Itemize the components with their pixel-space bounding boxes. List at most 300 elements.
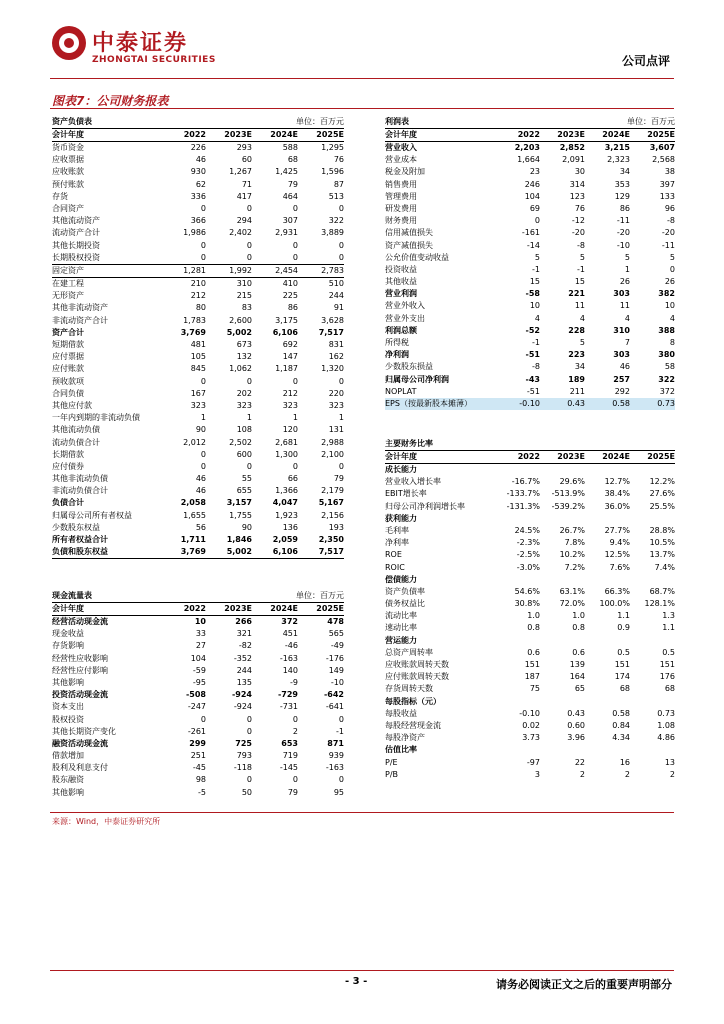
row-label: 投资收益 (385, 264, 417, 274)
row-value: 244 (328, 291, 344, 301)
row-value: 0 (246, 203, 252, 213)
row-value: 0 (292, 240, 298, 250)
source-divider (50, 812, 674, 813)
table-row (385, 166, 675, 178)
row-value: 314 (569, 179, 585, 189)
row-value: 80 (195, 303, 206, 313)
row-value: 1,267 (229, 167, 252, 177)
row-value: 4 (579, 313, 585, 323)
row-value: 60 (241, 155, 252, 165)
row-value: 7.4% (654, 562, 675, 572)
document-type: 公司点评 (621, 54, 670, 68)
row-label: 股权投资 (52, 714, 84, 724)
row-value: -97 (526, 757, 540, 767)
row-value: 2 (579, 769, 585, 779)
row-value: 11 (619, 301, 630, 311)
row-value: 366 (190, 216, 206, 226)
row-value: 323 (236, 400, 252, 410)
row-value: -5 (198, 787, 206, 797)
row-value: 27 (195, 641, 206, 651)
row-value: -8 (532, 362, 540, 372)
row-label: 归属母公司净利润 (385, 374, 449, 384)
income-statement-table (385, 116, 675, 410)
table-row (385, 598, 675, 610)
row-value: 2,156 (321, 510, 344, 520)
row-value: 4.86 (657, 733, 675, 743)
table-row (52, 166, 344, 178)
table-row (385, 252, 675, 264)
row-value: 930 (190, 167, 206, 177)
row-value: 25.5% (649, 501, 675, 511)
row-value: 8 (669, 338, 675, 347)
row-value: 2,454 (275, 265, 298, 275)
row-value: 65 (574, 684, 585, 694)
row-value: 7.8% (564, 538, 585, 548)
table-body (385, 464, 675, 781)
row-label: 负债和股东权益 (52, 547, 108, 557)
row-value: 3,769 (180, 547, 206, 557)
table-row (52, 689, 344, 701)
row-value: -2.3% (516, 538, 540, 548)
row-value: 149 (328, 665, 344, 675)
table-row (52, 302, 344, 314)
row-label: 存货 (52, 191, 68, 201)
table-header-row (385, 451, 675, 464)
table-row (52, 762, 344, 774)
row-value: 7,517 (318, 327, 344, 337)
row-value: -14 (526, 240, 540, 250)
table-row (52, 412, 344, 424)
table-row (52, 252, 344, 265)
row-value: 75 (529, 684, 540, 694)
table-row (52, 227, 344, 239)
table-row (385, 203, 675, 215)
row-label: 长期股权投资 (52, 252, 100, 262)
row-label: ROIC (385, 562, 405, 572)
row-value: 147 (282, 352, 298, 362)
row-value: 100.0% (599, 599, 630, 609)
row-label: 净利率 (385, 538, 409, 548)
row-label: 归属母公司所有者权益 (52, 510, 132, 520)
row-value: 187 (524, 672, 540, 682)
row-value: 228 (568, 325, 585, 335)
row-value: 174 (614, 672, 630, 682)
row-label: 研发费用 (385, 203, 417, 213)
row-value: 4 (669, 313, 675, 323)
row-value: 2,988 (321, 437, 344, 447)
table-row (385, 488, 675, 500)
row-value: 11 (574, 301, 585, 311)
row-value: 0 (338, 376, 344, 386)
row-value: 34 (574, 362, 585, 372)
row-value: 0.8 (572, 623, 585, 633)
row-value: 0 (200, 714, 206, 724)
table-row (52, 546, 344, 559)
row-value: 2 (624, 769, 630, 779)
table-row (52, 738, 344, 750)
row-value: 451 (282, 629, 298, 639)
table-row (385, 501, 675, 513)
table-row (385, 386, 675, 398)
header-cell: 2023E (224, 604, 252, 613)
header-divider (50, 78, 674, 79)
row-label: ROE (385, 550, 402, 560)
table-row (385, 288, 675, 300)
row-value: 46 (195, 155, 206, 165)
row-value: 1.1 (617, 611, 630, 621)
row-value: 1,281 (183, 265, 206, 275)
row-label: NOPLAT (385, 386, 417, 396)
row-label: 营业外收入 (385, 301, 425, 311)
row-value: 2,323 (607, 155, 630, 165)
row-value: 3,157 (226, 498, 252, 508)
ratio-group-heading (385, 744, 675, 756)
ratio-group-heading (385, 574, 675, 586)
row-label: 一年内到期的非流动负债 (52, 413, 140, 423)
row-value: 871 (327, 738, 344, 748)
row-label: 非流动资产合计 (52, 315, 108, 325)
row-value: -641 (325, 702, 344, 712)
row-value: 464 (282, 191, 298, 201)
row-value: 223 (568, 350, 585, 360)
row-label: 经营性应收影响 (52, 653, 108, 663)
row-value: 2,783 (321, 265, 344, 275)
row-value: -2.5% (516, 550, 540, 560)
row-value: 83 (241, 303, 252, 313)
table-row (52, 424, 344, 436)
row-value: -20 (571, 228, 585, 238)
row-value: 246 (524, 179, 540, 189)
header-cell: 2025E (316, 130, 344, 139)
row-value: 79 (287, 787, 298, 797)
row-value: -513.9% (551, 489, 585, 499)
row-value: 2,058 (180, 498, 206, 508)
row-value: 128.1% (644, 599, 675, 609)
row-value: 513 (328, 191, 344, 201)
table-row (52, 787, 344, 799)
row-value: 3,889 (321, 228, 344, 238)
row-value: 323 (282, 400, 298, 410)
row-value: 3,628 (321, 315, 344, 325)
row-label: 其他应付款 (52, 400, 92, 410)
row-label: 营业利润 (385, 289, 417, 299)
header-cell: 会计年度 (52, 130, 84, 139)
table-row (52, 363, 344, 375)
row-value: 382 (658, 289, 675, 299)
row-value: 26 (664, 277, 675, 287)
row-label: P/E (385, 757, 398, 767)
brand-name-cn: 中泰证券 (92, 31, 189, 56)
row-value: 1,187 (275, 364, 298, 374)
table-row (385, 757, 675, 769)
row-value: 1,664 (517, 155, 540, 165)
row-label: 所有者权益合计 (52, 535, 108, 544)
row-label: 资产减值损失 (385, 240, 433, 250)
row-value: 0.6 (572, 647, 585, 657)
row-value: 30 (574, 167, 585, 177)
row-value: 15 (574, 277, 585, 287)
row-value: 76 (333, 155, 344, 165)
table-unit: 单位：百万元 (627, 117, 675, 126)
row-value: 310 (613, 325, 630, 335)
row-label: 经营活动现金流 (52, 617, 108, 626)
group-label: 偿债能力 (385, 574, 417, 584)
row-value: 1,295 (321, 143, 344, 152)
row-label: 每股收益 (385, 708, 417, 718)
row-label: 毛利率 (385, 525, 409, 535)
table-row (52, 653, 344, 665)
row-value: 653 (281, 738, 298, 748)
row-value: 7.2% (564, 562, 585, 572)
table-row (385, 191, 675, 203)
row-label: 负债合计 (52, 498, 84, 508)
row-value: 0 (338, 252, 344, 262)
row-value: 1,755 (229, 510, 252, 520)
table-row (385, 683, 675, 695)
row-label: 股利及利息支付 (52, 763, 108, 773)
row-value: 226 (190, 143, 206, 152)
row-value: 68.7% (649, 586, 675, 596)
row-value: 1,923 (275, 510, 298, 520)
row-value: 66 (287, 474, 298, 484)
row-value: 2 (292, 726, 298, 736)
row-value: 0 (292, 775, 298, 785)
row-value: 5 (624, 252, 630, 262)
row-label: EPS（按最新股本摊薄） (385, 398, 472, 408)
row-value: 151 (614, 660, 630, 669)
row-value: 0 (292, 376, 298, 386)
financial-ratios-table (385, 438, 675, 781)
row-value: -43 (525, 374, 540, 384)
row-value: -8 (667, 216, 675, 226)
row-value: 310 (236, 279, 252, 289)
row-value: 71 (241, 179, 252, 189)
row-value: 24.5% (514, 525, 540, 535)
row-value: 10.5% (649, 538, 675, 548)
row-value: 1.1 (662, 623, 675, 633)
row-value: 10.2% (559, 550, 585, 560)
row-value: 91 (333, 303, 344, 313)
row-value: 215 (236, 291, 252, 301)
row-label: 速动比率 (385, 623, 417, 633)
row-value: 3,607 (649, 143, 675, 152)
header-cell: 2025E (316, 604, 344, 613)
table-title: 现金流量表 (52, 591, 92, 600)
table-unit: 单位：百万元 (296, 591, 344, 600)
row-value: 2,568 (652, 155, 675, 165)
row-value: -352 (233, 653, 252, 663)
row-value: -145 (279, 763, 298, 773)
row-value: 151 (659, 660, 675, 669)
row-label: 其他流动负债 (52, 425, 100, 435)
balance-sheet-table (52, 116, 344, 559)
row-label: 营业成本 (385, 155, 417, 165)
row-value: -8 (577, 240, 585, 250)
row-value: 211 (569, 386, 585, 396)
table-row (385, 325, 675, 337)
row-value: 0 (338, 203, 344, 213)
row-value: 397 (659, 179, 675, 189)
row-value: 372 (281, 617, 298, 626)
row-value: -52 (525, 325, 540, 335)
row-value: 2,012 (183, 437, 206, 447)
row-value: 7.6% (609, 562, 630, 572)
row-value: 86 (619, 203, 630, 213)
table-row (385, 647, 675, 659)
row-value: 54.6% (514, 586, 540, 596)
row-value: 2,350 (318, 535, 344, 544)
table-row (385, 398, 675, 410)
header-cell: 2024E (602, 452, 630, 461)
row-value: 105 (190, 352, 206, 362)
row-label: 归母公司净利润增长率 (385, 501, 465, 511)
row-value: 5,167 (318, 498, 344, 508)
row-label: 经营性应付影响 (52, 665, 108, 675)
row-value: -924 (233, 702, 252, 712)
row-label: 所得税 (385, 338, 409, 347)
row-value: -539.2% (551, 501, 585, 511)
row-value: -924 (231, 690, 252, 700)
row-value: 68 (287, 155, 298, 165)
row-label: 现金收益 (52, 629, 84, 639)
row-value: 303 (613, 289, 630, 299)
header-cell: 2024E (602, 130, 630, 139)
row-value: 3,175 (275, 315, 298, 325)
cash-flow-table (52, 590, 344, 799)
table-row (385, 240, 675, 252)
row-label: 借款增加 (52, 751, 84, 761)
header-cell: 2023E (224, 130, 252, 139)
table-row (385, 264, 675, 276)
row-value: 2,203 (514, 143, 540, 152)
row-value: 133 (659, 191, 675, 201)
row-value: 6,106 (272, 547, 298, 557)
row-value: 79 (333, 474, 344, 484)
table-row (52, 461, 344, 473)
row-value: -131.3% (506, 501, 540, 511)
row-value: 0 (246, 461, 252, 471)
row-value: 2,100 (321, 449, 344, 459)
row-value: 10 (529, 301, 540, 311)
row-value: -16.7% (511, 477, 540, 487)
row-value: 221 (568, 289, 585, 299)
row-value: -10 (330, 677, 344, 687)
row-value: 63.1% (559, 586, 585, 596)
row-value: -1 (532, 338, 540, 347)
row-label: 应收票据 (52, 155, 84, 165)
row-value: 46 (195, 474, 206, 484)
row-value: 1 (338, 413, 344, 423)
row-value: 0.60 (567, 720, 585, 730)
row-value: 0 (338, 775, 344, 785)
row-value: 12.2% (649, 477, 675, 487)
row-value: 2,179 (321, 486, 344, 496)
row-value: 151 (524, 660, 540, 669)
row-value: -11 (616, 216, 630, 226)
row-label: 其他影响 (52, 677, 84, 687)
header-cell: 2022 (183, 604, 206, 613)
group-label: 估值比率 (385, 745, 417, 755)
header-cell: 2024E (270, 604, 298, 613)
row-value: 140 (282, 665, 298, 675)
row-value: -0.10 (519, 708, 540, 718)
row-value: 46 (195, 486, 206, 496)
row-label: 少数股东损益 (385, 362, 433, 372)
table-row (52, 203, 344, 215)
table-row (52, 473, 344, 485)
row-value: 1.3 (662, 611, 675, 621)
row-label: 其他长期资产变化 (52, 726, 116, 736)
row-value: 1 (200, 413, 206, 423)
table-row (52, 726, 344, 738)
row-value: -95 (192, 677, 206, 687)
row-value: 55 (241, 474, 252, 484)
row-value: 12.7% (604, 477, 630, 487)
row-label: 无形资产 (52, 291, 84, 301)
row-value: 845 (190, 364, 206, 374)
table-body (52, 142, 344, 559)
row-value: 0 (338, 714, 344, 724)
row-value: 299 (189, 738, 206, 748)
row-value: 2,059 (272, 535, 298, 544)
table-row (52, 315, 344, 327)
row-label: 预收款项 (52, 376, 84, 386)
table-row (52, 534, 344, 546)
row-value: 90 (195, 425, 206, 435)
row-value: 2,402 (229, 228, 252, 238)
table-row (385, 769, 675, 781)
row-value: 10 (664, 301, 675, 311)
table-title: 资产负债表 (52, 117, 92, 126)
row-value: 3,769 (180, 327, 206, 337)
row-label: 合同负债 (52, 388, 84, 398)
table-row (52, 677, 344, 689)
row-value: 135 (236, 677, 252, 687)
table-header-row (385, 129, 675, 142)
table-title: 主要财务比率 (385, 439, 433, 448)
row-label: 固定资产 (52, 265, 84, 275)
row-value: 5,002 (226, 327, 252, 337)
table-row (385, 525, 675, 537)
row-value: -12 (571, 216, 585, 226)
row-value: 79 (287, 179, 298, 189)
row-label: 税金及附加 (385, 167, 425, 177)
table-row (52, 665, 344, 677)
row-value: 0 (292, 252, 298, 262)
row-value: 0.58 (612, 708, 630, 718)
row-value: 0.9 (617, 623, 630, 633)
page-number: - 3 - (345, 976, 368, 987)
row-label: 总资产周转率 (385, 647, 433, 657)
row-label: 管理费用 (385, 191, 417, 201)
row-value: 673 (236, 340, 252, 349)
row-value: 0.43 (567, 708, 585, 718)
row-value: 12.5% (604, 550, 630, 560)
source-note: 来源：Wind，中泰证券研究所 (52, 817, 161, 826)
row-label: 应收账款周转天数 (385, 660, 449, 669)
row-value: 164 (569, 672, 585, 682)
row-value: 7,517 (318, 547, 344, 557)
table-row (385, 349, 675, 361)
row-value: -10 (616, 240, 630, 250)
row-label: P/B (385, 769, 399, 779)
row-value: 257 (613, 374, 630, 384)
row-value: 2,852 (559, 143, 585, 152)
row-value: 5 (579, 252, 585, 262)
row-label: 公允价值变动收益 (385, 252, 449, 262)
row-value: 380 (658, 350, 675, 360)
row-label: 融资活动现金流 (52, 738, 108, 748)
